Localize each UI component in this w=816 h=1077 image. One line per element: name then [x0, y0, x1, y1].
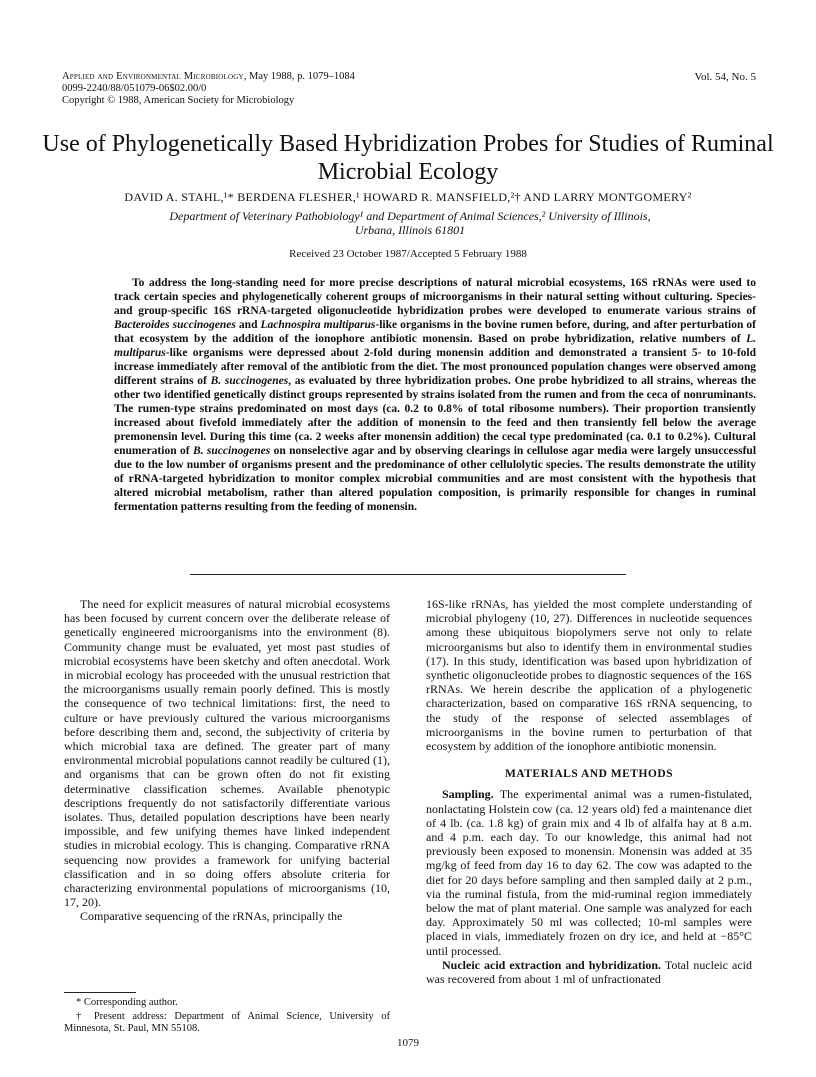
abstract: [114, 276, 756, 514]
article-code: 0099-2240/88/051079-06$02.00/0: [62, 83, 207, 94]
journal-name: Applied and Environmental Microbiology: [62, 71, 244, 82]
species-name: B. succinogenes: [210, 375, 289, 387]
paragraph-text: Total nucleic acid was recovered from about 1 ml of unfractionated: [426, 957, 752, 987]
paragraph-text: The experimental animal was a rumen-fistulated, nonlactating Holstein cow (ca. 12 years old) fed a maintenance diet of 4 lb. (ca. 1.8 kg) of grain mix and 4 lb of alfalfa hay at 8 a.m. and 4 p.m. each day. To our knowledge, this animal had not previously been exposed to monensin. Monensin was added at 35 mg/kg of feed from day 16 to day 62. The cow was adapted to the diet for 20 days before sampling and then sampled daily at 2 p.m., via the ruminal fistula, from the mid-ruminal region immediately below the mat of plant material. One sample was analyzed for each day. Approximately 50 ml was collected; 10-ml samples were placed in vials, immediately frozen on dry ice, and held at −85°C until processed.: [426, 787, 752, 958]
abstract-text: and: [235, 319, 261, 331]
issue-date-pages: , May 1988, p. 1079–1084: [243, 71, 355, 82]
affiliation-line-1: Department of Veterinary Pathobiology¹ and Department of Animal Sciences,² University of Illinois,: [169, 209, 651, 223]
volume-number: Vol. 54, No. 5: [694, 71, 756, 83]
species-name: B. succinogenes: [192, 445, 271, 457]
received-dates: Received 23 October 1987/Accepted 5 February 1988: [289, 248, 527, 260]
footnote-corresponding: * Corresponding author.: [76, 997, 178, 1008]
copyright-line: Copyright © 1988, American Society for Microbiology: [62, 95, 295, 106]
run-in-heading: Nucleic acid extraction and hybridization.: [442, 957, 662, 972]
affiliation: [90, 209, 730, 237]
right-column: [426, 597, 752, 986]
left-column: [64, 597, 390, 924]
body-paragraph: 16S-like rRNAs, has yielded the most complete understanding of microbial phylogeny (10, 27). Differences in nucleotide sequences among these ubiquitous biopolymers serve not only to relate microorganisms but also to identify them in environmental studies (17). In this study, identification was based upon hybridization of synthetic oligonucleotide probes to diagnostic sequences of the 16S rRNAs. We herein describe the application of a phylogenetic characterization, based on comparative 16S rRNA sequencing, to the study of the response of selected assemblages of microorganisms in the bovine rumen to perturbation of that ecosystem by addition of the ionophore antibiotic monensin.: [426, 597, 752, 754]
footnotes: [64, 992, 390, 1037]
species-name: Lachnospira multiparus: [260, 319, 376, 331]
abstract-text: -like organisms in the bovine rumen before, during, and after perturbation of that ecosystem by the addition of the ionophore antibiotic monensin. Based on probe hybridization, relative numbers of: [114, 319, 757, 345]
journal-header: [62, 71, 355, 107]
species-name: L. multiparus: [114, 333, 756, 359]
run-in-heading: Sampling.: [442, 787, 494, 802]
author-list: DAVID A. STAHL,¹* BERDENA FLESHER,¹ HOWARD R. MANSFIELD,²† AND LARRY MONTGOMERY²: [124, 190, 692, 204]
abstract-text: on nonselective agar and by observing clearings in cellulose agar media were largely unsuccessful due to the low number of organisms present and the predominance of other cellulolytic species. The results demonstrate the utility of rRNA-targeted hybridization to monitor complex microbial communities and are most consistent with the hypothesis that altered microbial metabolism, rather than altered population composition, is primarily responsible for changes in ruminal fermentation patterns resulting from the feeding of monensin.: [114, 445, 757, 513]
abstract-text: , as evaluated by three hybridization probes. One probe hybridized to all strains, whereas the other two identified genetically distinct groups represented by strains isolated from the rumen and from the ceca of nonruminants. The rumen-type strains predominated on most days (ca. 0.2 to 0.8% of total ribosome numbers). Their proportion transiently increased about fivefold immediately after the addition of monensin to the feed and then transiently fell below the average premonensin level. During this time (ca. 2 weeks after monensin addition) the cecal type predominated (ca. 0.1 to 0.2%). Cultural enumeration of: [114, 375, 757, 457]
species-name: Bacteroides succinogenes: [114, 319, 236, 331]
footnote-divider: [64, 992, 136, 993]
footnote-present-address: † Present address: Department of Animal Science, University of Minnesota, St. Paul, MN 55108.: [64, 1010, 390, 1034]
page-number: 1079: [397, 1037, 419, 1049]
paper-title: Use of Phylogenetically Based Hybridization Probes for Studies of Ruminal Microbial Ecology: [42, 131, 774, 185]
section-heading: MATERIALS AND METHODS: [504, 768, 674, 781]
affiliation-line-2: Urbana, Illinois 61801: [354, 223, 466, 237]
body-paragraph: Comparative sequencing of the rRNAs, principally the: [80, 909, 343, 924]
abstract-divider: [190, 574, 626, 575]
nucleic-acid-paragraph: [426, 958, 752, 986]
sampling-paragraph: [426, 787, 752, 957]
abstract-text: -like organisms were depressed about 2-fold during monensin addition and demonstrated a transient 5- to 10-fold increase immediately after removal of the antibiotic from the diet. The most pronounced population changes were observed among different strains of: [114, 347, 756, 387]
body-paragraph: The need for explicit measures of natural microbial ecosystems has been focused by current concern over the deliberate release of genetically engineered microorganisms into the environment (8). Community change must be evaluated, yet most past studies of microbial ecosystems have been sketchy and often anecdotal. Work in microbial ecology has proceeded with the unusual restriction that the microorganisms usually remain poorly defined. This is mostly the consequence of two technical limitations: first, the need to culture or have previously cultured the various microorganisms before describing them and, second, the subjectivity of criteria by which microbial taxa are defined. The greater part of many environmental microbial populations cannot readily be cultured (1), and organisms that can be grown often do not fit existing determinative classification schemes. Available phenotypic descriptions frequently do not satisfactorily differentiate various isolates. Thus, detailed population descriptions have been nearly impossible, and few unifying themes have linked independent studies in microbial ecology. This is changing. Comparative rRNA sequencing now provides a framework for unifying bacterial classification and in so doing offers absolute criteria for characterizing environmental populations of microorganisms (10, 17, 20).: [64, 597, 390, 910]
abstract-text: To address the long-standing need for more precise descriptions of natural microbial ecosystems, 16S rRNAs were used to track certain species and phylogenetically coherent groups of microorganisms in their natural setting without culturing. Species- and group-specific 16S rRNA-targeted oligonucleotide hybridization probes were developed to enumerate various strains of: [114, 277, 756, 317]
